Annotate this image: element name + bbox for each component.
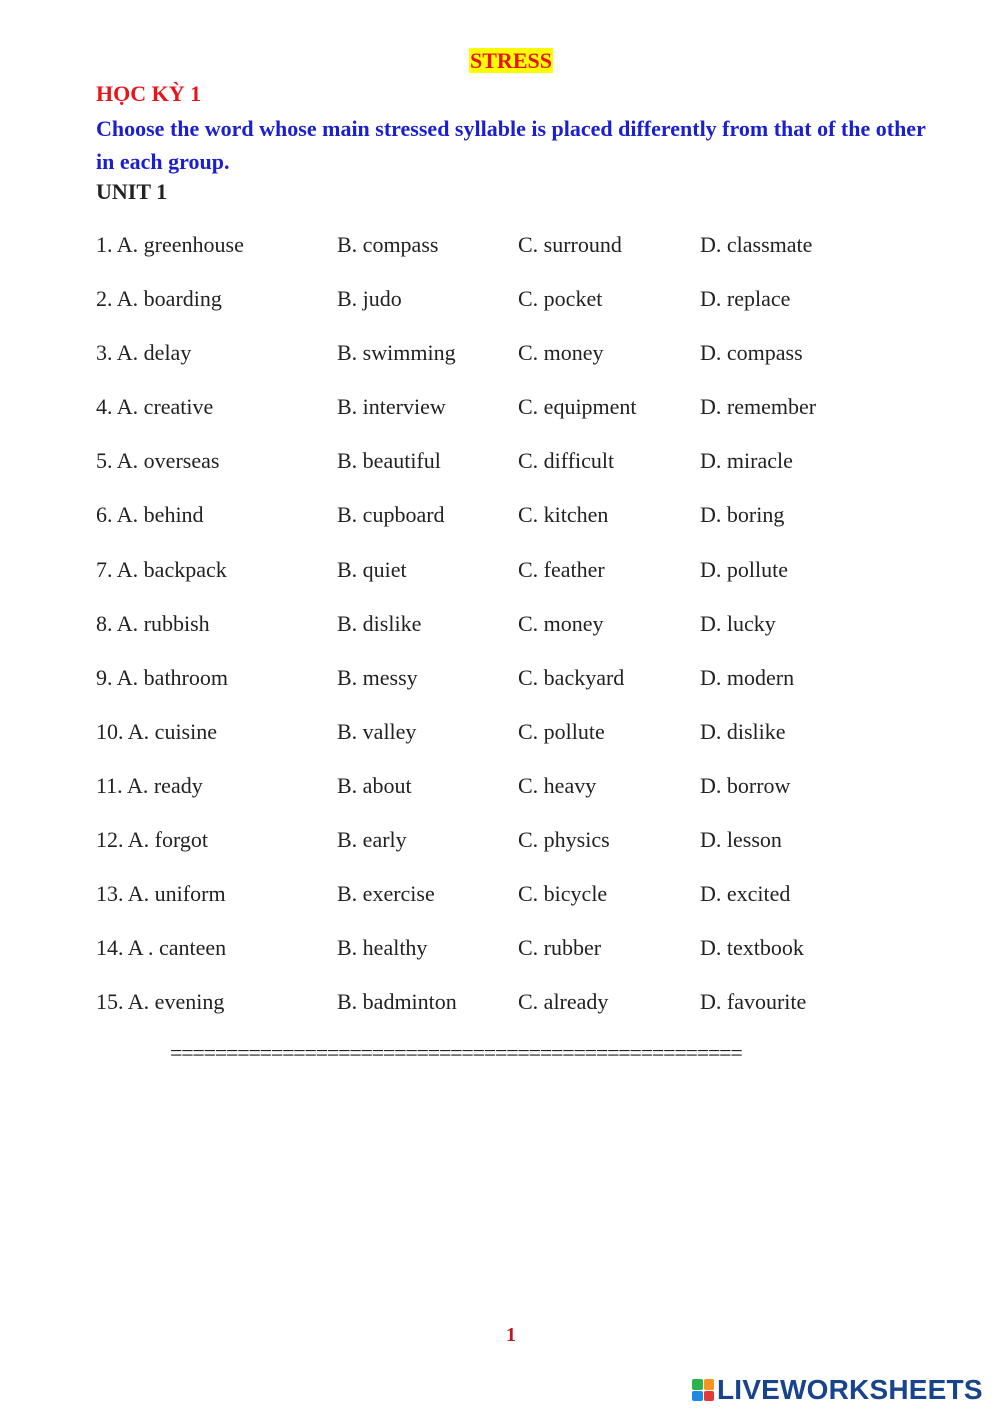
option-a: 14. A . canteen bbox=[96, 935, 227, 961]
option-d: D. replace bbox=[700, 286, 791, 312]
option-a: 10. A. cuisine bbox=[96, 718, 217, 744]
option-a: 8. A. rubbish bbox=[96, 610, 210, 636]
option-b: B. healthy bbox=[337, 935, 428, 961]
title-highlight: STRESS bbox=[470, 48, 552, 73]
question-row bbox=[96, 989, 956, 1043]
question-row bbox=[96, 448, 956, 502]
logo-square bbox=[704, 1379, 715, 1390]
logo-square bbox=[692, 1379, 703, 1390]
option-c: C. pocket bbox=[518, 286, 603, 312]
question-row bbox=[96, 286, 956, 340]
option-a: 2. A. boarding bbox=[96, 286, 222, 312]
option-d: D. lesson bbox=[700, 827, 782, 853]
question-row bbox=[96, 935, 956, 989]
option-a: 9. A. bathroom bbox=[96, 664, 228, 690]
option-b: B. interview bbox=[337, 394, 446, 420]
option-d: D. pollute bbox=[700, 556, 788, 582]
liveworksheets-brand[interactable] bbox=[692, 1374, 983, 1406]
option-c: C. pollute bbox=[518, 718, 605, 744]
option-d: D. modern bbox=[700, 664, 795, 690]
option-c: C. feather bbox=[518, 556, 605, 582]
option-a: 13. A. uniform bbox=[96, 881, 226, 907]
option-b: B. quiet bbox=[337, 556, 407, 582]
option-b: B. judo bbox=[337, 286, 402, 312]
option-d: D. lucky bbox=[700, 610, 776, 636]
option-d: D. textbook bbox=[700, 935, 804, 961]
option-d: D. boring bbox=[700, 502, 785, 528]
page-number: 1 bbox=[506, 1324, 516, 1346]
question-row bbox=[96, 557, 956, 611]
logo-square bbox=[704, 1391, 715, 1402]
option-c: C. money bbox=[518, 610, 604, 636]
option-a: 7. A. backpack bbox=[96, 556, 227, 582]
option-d: D. compass bbox=[700, 340, 803, 366]
option-b: B. badminton bbox=[337, 989, 457, 1015]
option-a: 3. A. delay bbox=[96, 340, 192, 366]
option-a: 5. A. overseas bbox=[96, 448, 220, 474]
question-row bbox=[96, 502, 956, 556]
question-row bbox=[96, 773, 956, 827]
option-d: D. favourite bbox=[700, 989, 807, 1015]
question-row bbox=[96, 340, 956, 394]
logo-square bbox=[692, 1391, 703, 1402]
option-b: B. messy bbox=[337, 664, 418, 690]
option-c: C. difficult bbox=[518, 448, 615, 474]
option-d: D. miracle bbox=[700, 448, 793, 474]
option-c: C. heavy bbox=[518, 772, 597, 798]
option-b: B. early bbox=[337, 827, 407, 853]
question-row bbox=[96, 611, 956, 665]
option-b: B. compass bbox=[337, 232, 439, 257]
option-c: C. rubber bbox=[518, 935, 602, 961]
option-a: 12. A. forgot bbox=[96, 827, 209, 853]
option-b: B. exercise bbox=[337, 881, 435, 907]
question-row bbox=[96, 719, 956, 773]
option-c: C. equipment bbox=[518, 394, 637, 420]
option-b: B. cupboard bbox=[337, 502, 445, 528]
option-a: 15. A. evening bbox=[96, 989, 225, 1015]
option-c: C. kitchen bbox=[518, 502, 609, 528]
option-a: 11. A. ready bbox=[96, 772, 203, 798]
page-title bbox=[0, 48, 1000, 74]
term-heading: HỌC KỲ 1 bbox=[96, 81, 202, 106]
question-row bbox=[96, 665, 956, 719]
option-a: 4. A. creative bbox=[96, 394, 214, 420]
instruction-text: Choose the word whose main stressed syllable is placed differently from that of the other in each group. bbox=[96, 116, 926, 174]
option-a: 6. A. behind bbox=[96, 502, 204, 528]
option-c: C. surround bbox=[518, 232, 622, 257]
option-c: C. money bbox=[518, 340, 604, 366]
option-c: C. backyard bbox=[518, 664, 625, 690]
option-b: B. beautiful bbox=[337, 448, 441, 474]
brand-name: LIVEWORKSHEETS bbox=[717, 1374, 983, 1405]
liveworksheets-logo-icon bbox=[692, 1379, 714, 1401]
option-c: C. bicycle bbox=[518, 881, 608, 907]
option-c: C. physics bbox=[518, 827, 610, 853]
option-d: D. borrow bbox=[700, 772, 791, 798]
option-b: B. about bbox=[337, 772, 412, 798]
question-row bbox=[96, 232, 956, 286]
option-d: D. classmate bbox=[700, 232, 813, 257]
option-d: D. excited bbox=[700, 881, 791, 907]
option-b: B. valley bbox=[337, 718, 417, 744]
question-row bbox=[96, 394, 956, 448]
option-d: D. dislike bbox=[700, 718, 786, 744]
option-d: D. remember bbox=[700, 394, 817, 420]
option-b: B. dislike bbox=[337, 610, 422, 636]
question-row bbox=[96, 881, 956, 935]
question-row bbox=[96, 827, 956, 881]
option-b: B. swimming bbox=[337, 340, 456, 366]
option-a: 1. A. greenhouse bbox=[96, 232, 244, 257]
question-list bbox=[96, 232, 956, 1043]
unit-heading: UNIT 1 bbox=[96, 179, 168, 204]
option-c: C. already bbox=[518, 989, 609, 1015]
divider-line: =================================================== bbox=[170, 1040, 742, 1065]
